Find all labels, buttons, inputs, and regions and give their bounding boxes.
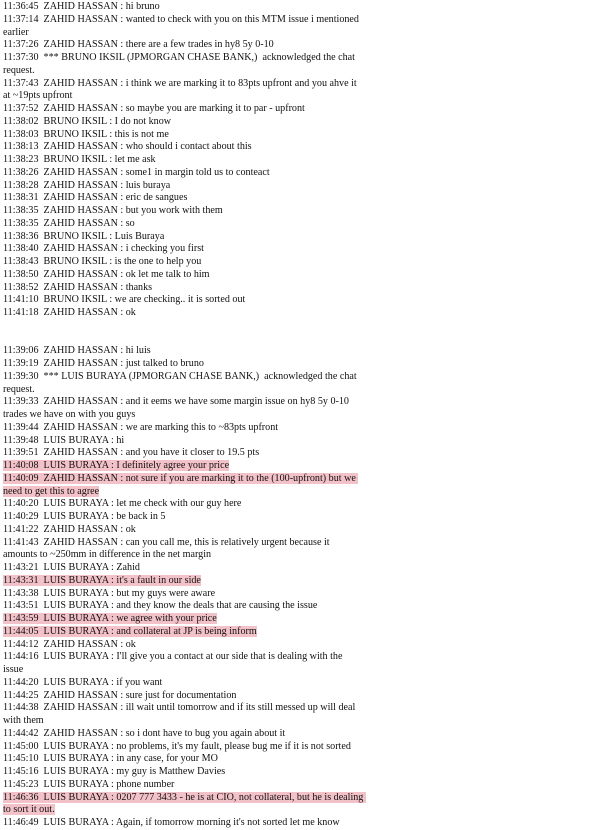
chat-line-text: 11:43:51 LUIS BURAYA : and they know the deals that are causing the issue	[3, 600, 318, 612]
chat-line-text: 11:40:09 ZAHID HASSAN : not sure if you are marking it to the (100-upfront) but we need to get this to agree	[3, 472, 359, 497]
chat-line-text: 11:43:31 LUIS BURAYA : it's a fault in our side	[3, 574, 201, 586]
chat-line	[3, 371, 365, 397]
chat-line-text: 11:38:26 ZAHID HASSAN : some1 in margin told us to conteact	[3, 166, 270, 178]
chat-line	[3, 180, 365, 193]
chat-line	[3, 396, 365, 422]
chat-line	[3, 600, 365, 613]
chat-line	[3, 498, 365, 511]
chat-line-text: 11:40:08 LUIS BURAYA : I definitely agree your price	[3, 460, 230, 471]
chat-line	[3, 294, 365, 307]
chat-line-text: 11:39:48 LUIS BURAYA : hi	[3, 434, 125, 446]
chat-line-text: 11:45:16 LUIS BURAYA : my guy is Matthew Davies	[3, 766, 226, 777]
chat-line-text: 11:39:06 ZAHID HASSAN : hi luis	[3, 345, 151, 357]
chat-line	[3, 14, 365, 40]
chat-line-text: 11:38:43 BRUNO IKSIL : is the one to help you	[3, 256, 202, 267]
chat-line-text: 11:41:22 ZAHID HASSAN : ok	[3, 523, 136, 535]
chat-line-text: 11:37:52 ZAHID HASSAN : so maybe you are marking it to par - upfront	[3, 103, 305, 114]
chat-line-text: 11:39:33 ZAHID HASSAN : and it eems we have some margin issue on hy8 5y 0-10 trades we have on with you guys	[3, 396, 352, 420]
chat-line	[3, 231, 365, 244]
chat-line-text: 11:39:30 *** LUIS BURAYA (JPMORGAN CHASE BANK,) acknowledged the chat request.	[3, 370, 360, 395]
chat-line-text: 11:37:30 *** BRUNO IKSIL (JPMORGAN CHASE BANK,) acknowledged the chat request.	[3, 52, 358, 76]
chat-line	[3, 537, 365, 563]
chat-line	[3, 728, 365, 741]
chat-line	[3, 154, 365, 167]
chat-line	[3, 779, 365, 792]
highlighted-chat-line	[3, 575, 365, 588]
conversation-block	[3, 1, 365, 320]
chat-line	[3, 702, 365, 728]
chat-line	[3, 766, 365, 779]
highlighted-chat-line	[3, 792, 365, 818]
chat-line	[3, 753, 365, 766]
chat-line	[3, 205, 365, 218]
chat-line-text: 11:36:45 ZAHID HASSAN : hi bruno	[3, 1, 160, 12]
chat-line	[3, 511, 365, 524]
chat-log	[3, 1, 365, 830]
chat-line-text: 11:38:31 ZAHID HASSAN : eric de sangues	[3, 192, 188, 204]
chat-line-text: 11:41:18 ZAHID HASSAN : ok	[3, 307, 136, 318]
chat-line-text: 11:40:20 LUIS BURAYA : let me check with our guy here	[3, 498, 242, 510]
chat-line-text: 11:38:03 BRUNO IKSIL : this is not me	[3, 128, 169, 140]
chat-line-text: 11:41:43 ZAHID HASSAN : can you call me, this is relatively urgent because it amounts to ~250mm in difference in the net margin	[3, 536, 333, 561]
highlighted-chat-line	[3, 473, 365, 499]
highlighted-chat-line	[3, 613, 365, 626]
chat-line-text: 11:44:16 LUIS BURAYA : I'll give you a contact at our side that is dealing with the issue	[3, 651, 345, 675]
chat-line	[3, 677, 365, 690]
chat-line	[3, 78, 365, 104]
chat-line	[3, 651, 365, 677]
chat-line-text: 11:37:14 ZAHID HASSAN : wanted to check with you on this MTM issue i mentioned earlier	[3, 13, 362, 38]
chat-line-text: 11:46:36 LUIS BURAYA : 0207 777 3433 - he is at CIO, not collateral, but he is dealing to sort it out.	[3, 791, 366, 816]
chat-line-text: 11:44:42 ZAHID HASSAN : so i dont have to bug you again about it	[3, 727, 286, 739]
chat-line	[3, 218, 365, 231]
chat-line	[3, 741, 365, 754]
chat-line-text: 11:37:26 ZAHID HASSAN : there are a few trades in hy8 5y 0-10	[3, 39, 274, 51]
chat-line-text: 11:38:40 ZAHID HASSAN : i checking you first	[3, 243, 204, 255]
chat-line-text: 11:45:00 LUIS BURAYA : no problems, it's my fault, please bug me if it is not sorted	[3, 740, 351, 752]
chat-line-text: 11:38:52 ZAHID HASSAN : thanks	[3, 281, 153, 293]
chat-line-text: 11:38:13 ZAHID HASSAN : who should i contact about this	[3, 141, 252, 153]
conversation-separator	[3, 320, 365, 346]
chat-line-text: 11:44:05 LUIS BURAYA : and collateral at JP is being inform	[3, 625, 257, 637]
chat-line	[3, 358, 365, 371]
chat-line-text: 11:43:38 LUIS BURAYA : but my guys were aware	[3, 587, 216, 599]
chat-line-text: 11:37:43 ZAHID HASSAN : i think we are marking it to 83pts upfront and you ahve it at ~19pts upfront	[3, 77, 360, 102]
chat-line	[3, 52, 365, 78]
chat-line-text: 11:44:25 ZAHID HASSAN : sure just for documentation	[3, 689, 237, 701]
chat-line-text: 11:39:44 ZAHID HASSAN : we are marking this to ~83pts upfront	[3, 421, 279, 433]
chat-line	[3, 192, 365, 205]
chat-line	[3, 282, 365, 295]
chat-line	[3, 817, 365, 830]
chat-line-text: 11:44:38 ZAHID HASSAN : ill wait until tomorrow and if its still messed up will deal with them	[3, 702, 358, 726]
chat-line	[3, 562, 365, 575]
chat-line	[3, 269, 365, 282]
chat-line-text: 11:38:35 ZAHID HASSAN : but you work with them	[3, 205, 223, 216]
chat-line-text: 11:38:23 BRUNO IKSIL : let me ask	[3, 154, 156, 165]
chat-line	[3, 1, 365, 14]
chat-line-text: 11:38:28 ZAHID HASSAN : luis buraya	[3, 179, 171, 191]
chat-line	[3, 103, 365, 116]
chat-line	[3, 141, 365, 154]
chat-line	[3, 256, 365, 269]
chat-line	[3, 167, 365, 180]
chat-line-text: 11:40:29 LUIS BURAYA : be back in 5	[3, 511, 166, 522]
chat-line	[3, 422, 365, 435]
chat-line-text: 11:43:21 LUIS BURAYA : Zahid	[3, 562, 140, 573]
chat-line	[3, 345, 365, 358]
chat-line-text: 11:38:50 ZAHID HASSAN : ok let me talk to him	[3, 268, 210, 280]
chat-line	[3, 39, 365, 52]
chat-line	[3, 307, 365, 320]
chat-line-text: 11:45:10 LUIS BURAYA : in any case, for your MO	[3, 753, 218, 765]
chat-line-text: 11:39:19 ZAHID HASSAN : just talked to bruno	[3, 358, 204, 369]
conversation-block	[3, 345, 365, 830]
chat-line	[3, 129, 365, 142]
chat-line-text: 11:41:10 BRUNO IKSIL : we are checking.. it is sorted out	[3, 294, 246, 306]
chat-line-text: 11:38:36 BRUNO IKSIL : Luis Buraya	[3, 230, 165, 242]
chat-line	[3, 639, 365, 652]
chat-line-text: 11:44:20 LUIS BURAYA : if you want	[3, 676, 163, 688]
chat-line	[3, 690, 365, 703]
chat-line	[3, 524, 365, 537]
chat-line	[3, 435, 365, 448]
chat-line	[3, 447, 365, 460]
chat-line-text: 11:45:23 LUIS BURAYA : phone number	[3, 778, 175, 790]
chat-line	[3, 588, 365, 601]
chat-line	[3, 243, 365, 256]
chat-line	[3, 116, 365, 129]
chat-line-text: 11:44:12 ZAHID HASSAN : ok	[3, 638, 136, 650]
chat-line-text: 11:39:51 ZAHID HASSAN : and you have it closer to 19.5 pts	[3, 447, 260, 459]
highlighted-chat-line	[3, 460, 365, 473]
chat-line-text: 11:38:35 ZAHID HASSAN : so	[3, 217, 135, 229]
chat-line-text: 11:43:59 LUIS BURAYA : we agree with your price	[3, 613, 217, 624]
highlighted-chat-line	[3, 626, 365, 639]
chat-line-text: 11:46:49 LUIS BURAYA : Again, if tomorrow morning it's not sorted let me know	[3, 817, 340, 828]
chat-line-text: 11:38:02 BRUNO IKSIL : I do not know	[3, 115, 172, 127]
